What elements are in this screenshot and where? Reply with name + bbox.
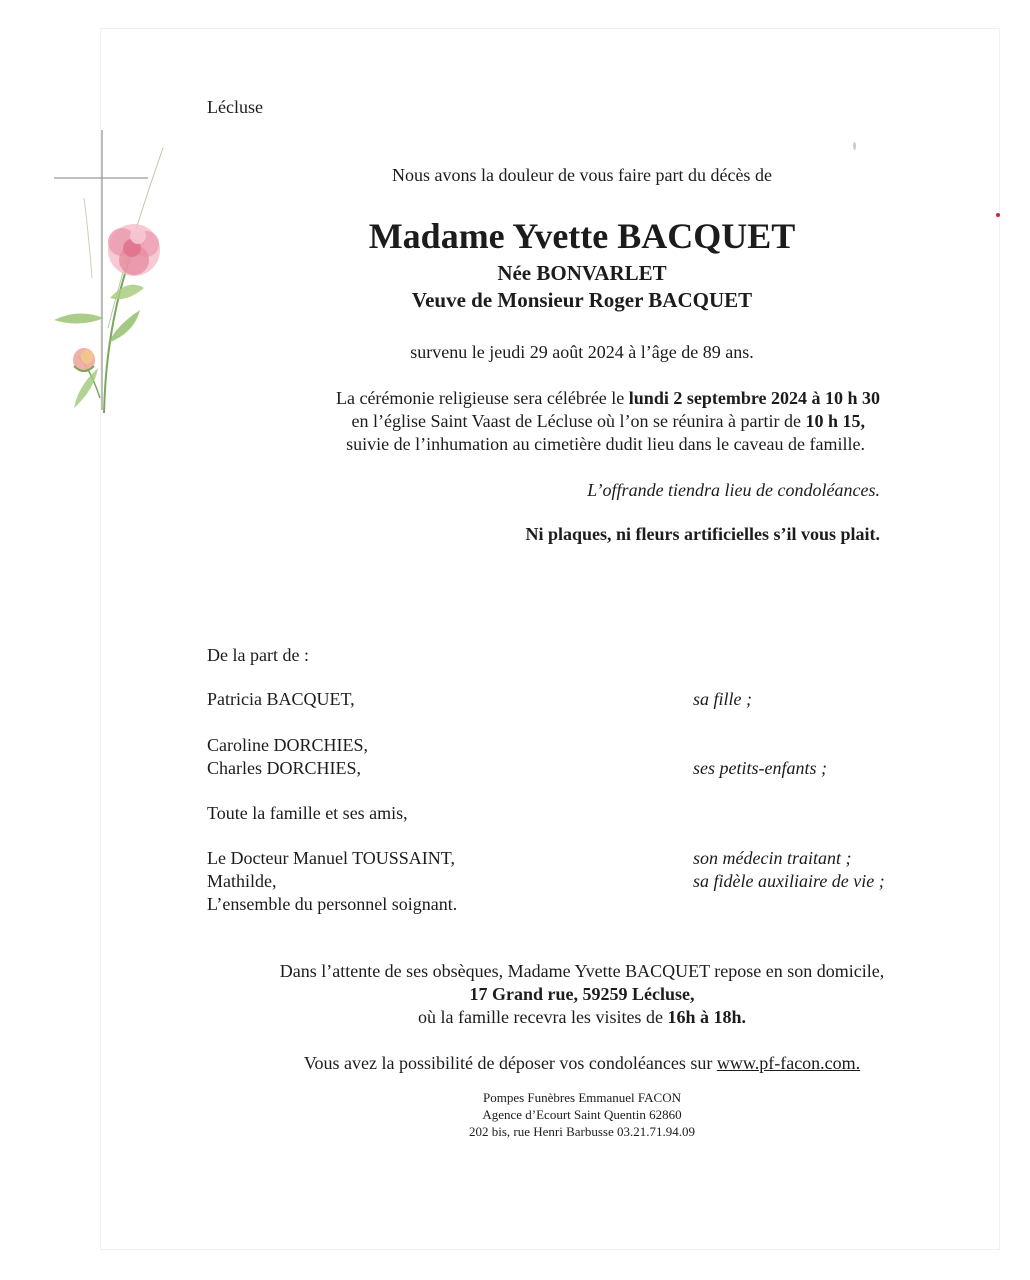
ceremony-line-3: suivie de l’inhumation au cimetière dudit lieu dans le caveau de famille.	[346, 434, 865, 454]
family-relation: sa fidèle auxiliaire de vie ;	[693, 871, 885, 891]
gray-speck	[853, 142, 856, 150]
intro-text: Nous avons la douleur de vous faire part du décès de	[392, 165, 772, 185]
family-relation: sa fille ;	[693, 689, 752, 709]
family-name: Toute la famille et ses amis,	[207, 803, 408, 823]
viewing-address: 17 Grand rue, 59259 Lécluse,	[469, 984, 695, 1004]
website-link[interactable]: www.pf-facon.com.	[716, 1053, 861, 1073]
maiden-name: Née BONVARLET	[497, 261, 667, 285]
ceremony-line-2: en l’église Saint Vaast de Lécluse où l’on se réunira à partir de 10 h 15,	[351, 411, 865, 431]
place-label: Lécluse	[207, 97, 263, 117]
offering-line: L’offrande tiendra lieu de condoléances.	[587, 480, 880, 500]
widow-line: Veuve de Monsieur Roger BACQUET	[411, 288, 753, 312]
condolences-line: Vous avez la possibilité de déposer vos condoléances sur www.pf-facon.com.	[303, 1053, 861, 1073]
ceremony-line-1: La cérémonie religieuse sera célébrée le lundi 2 septembre 2024 à 10 h 30	[335, 388, 880, 408]
family-name: Caroline DORCHIES,	[207, 735, 368, 755]
no-flowers-line: Ni plaques, ni fleurs artificielles s’il vous plait.	[525, 524, 880, 544]
family-name: Mathilde,	[207, 871, 277, 891]
family-relation: son médecin traitant ;	[693, 848, 852, 868]
footer-line: 202 bis, rue Henri Barbusse 03.21.71.94.09	[468, 1124, 696, 1139]
footer-line: Agence d’Ecourt Saint Quentin 62860	[482, 1107, 682, 1122]
family-name: Le Docteur Manuel TOUSSAINT,	[207, 848, 455, 868]
viewing-line-1: Dans l’attente de ses obsèques, Madame Yvette BACQUET repose en son domicile,	[279, 961, 885, 981]
red-speck	[996, 213, 1000, 217]
footer-line: Pompes Funèbres Emmanuel FACON	[483, 1090, 681, 1105]
cross-and-flower-icon	[48, 128, 178, 418]
deceased-name: Madame Yvette BACQUET	[368, 216, 796, 256]
viewing-line-3: où la famille recevra les visites de 16h à 18h.	[418, 1007, 746, 1027]
death-line: survenu le jeudi 29 août 2024 à l’âge de 89 ans.	[410, 342, 754, 362]
family-relation: ses petits-enfants ;	[693, 758, 827, 778]
from-label: De la part de :	[207, 645, 309, 665]
family-name: L’ensemble du personnel soignant.	[207, 894, 458, 914]
family-name: Charles DORCHIES,	[207, 758, 361, 778]
family-name: Patricia BACQUET,	[207, 689, 355, 709]
